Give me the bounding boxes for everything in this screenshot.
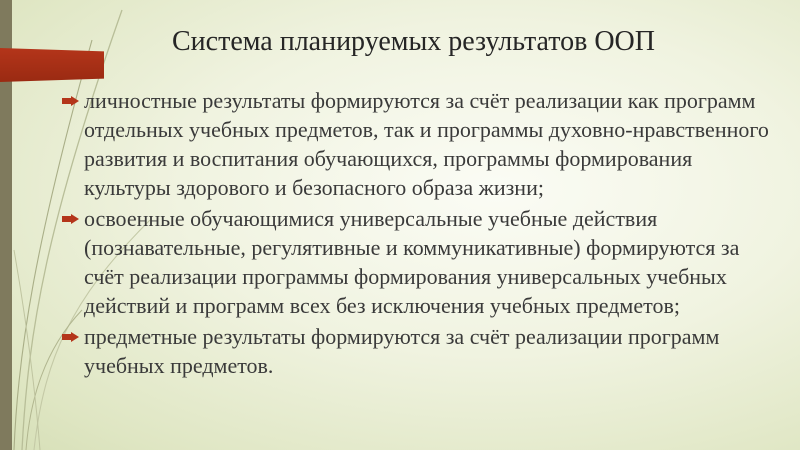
bullet-item bbox=[62, 322, 782, 380]
bullet-text: освоенные обучающимися универсальные учебные действия (познавательные, регулятивные и коммуникативные) формируются за счёт реализации программы формирования универсальных учебных действий и программ всех без исключения учебных предметов; bbox=[84, 206, 740, 318]
arrow-bullet-icon bbox=[62, 332, 80, 342]
bullet-item bbox=[62, 204, 782, 320]
arrow-bullet-icon bbox=[62, 214, 80, 224]
bullet-list bbox=[62, 86, 782, 382]
bullet-item bbox=[62, 86, 782, 202]
bullet-text: личностные результаты формируются за счёт реализации как программ отдельных учебных предметов, так и программы духовно-нравственного развития и воспитания обучающихся, программы формирования культуры здорового и безопасного образа жизни; bbox=[84, 88, 769, 200]
title-accent-flag bbox=[0, 48, 104, 82]
bullet-text: предметные результаты формируются за счёт реализации программ учебных предметов. bbox=[84, 324, 720, 378]
arrow-bullet-icon bbox=[62, 96, 80, 106]
slide-title: Система планируемых результатов ООП bbox=[172, 26, 655, 57]
